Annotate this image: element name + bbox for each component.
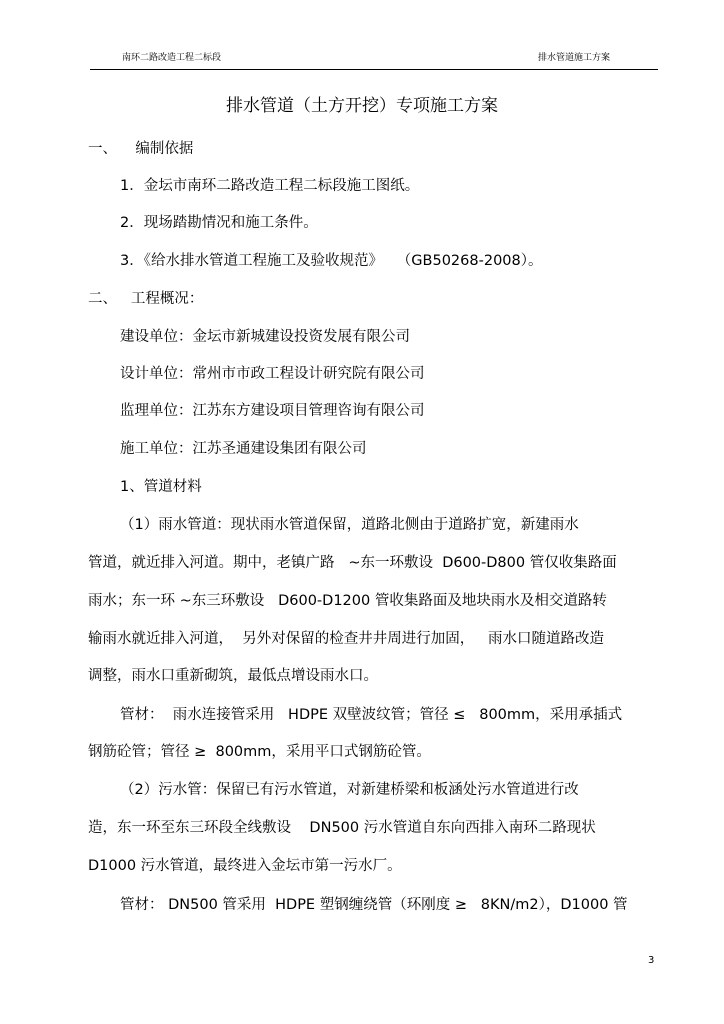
rain-paragraph-line: （1）雨水管道：现状雨水管道保留，道路北侧由于道路扩宽，新建雨水: [120, 517, 579, 533]
rain-paragraph-line: 管道，就近排入河道。期中，老镇广路 ~东一环敷设 D600-D800 管仅收集路面: [88, 555, 617, 571]
rain-material-line: 管材： 雨水连接管采用 HDPE 双壁波纹管；管径 ≤ 800mm，采用承插式: [120, 707, 623, 723]
designer-unit: 设计单位：常州市市政工程设计研究院有限公司: [120, 366, 425, 382]
basis-item-2: 2．现场踏勘情况和施工条件。: [120, 215, 318, 231]
basis-item-1: 1．金坛市南环二路改造工程二标段施工图纸。: [120, 178, 420, 194]
basis-item-3: 3．《给水排水管道工程施工及验收规范》 （GB50268-2008）。: [120, 253, 543, 269]
sewer-paragraph-line: （2）污水管：保留已有污水管道，对新建桥梁和板涵处污水管道进行改: [120, 782, 579, 798]
supervisor-unit: 监理单位：江苏东方建设项目管理咨询有限公司: [120, 403, 425, 419]
rain-paragraph-line: 调整，雨水口重新砌筑，最低点增设雨水口。: [88, 668, 378, 684]
sewer-paragraph-line: 造，东一环至东三环段全线敷设 DN500 污水管道自东向西排入南环二路现状: [88, 820, 596, 836]
section-2-heading: 二、 工程概况：: [88, 291, 204, 307]
header-divider: [90, 69, 658, 70]
header-document-name: 排水管道施工方案: [537, 53, 610, 63]
page-number: 3: [648, 955, 655, 966]
document-title: 排水管道（土方开挖）专项施工方案: [226, 96, 498, 116]
rain-material-line: 钢筋砼管；管径 ≥ 800mm，采用平口式钢筋砼管。: [88, 744, 431, 760]
sewer-paragraph-line: D1000 污水管道，最终进入金坛市第一污水厂。: [88, 858, 402, 874]
rain-paragraph-line: 雨水；东一环 ~东三环敷设 D600-D1200 管收集路面及地块雨水及相交道路转: [88, 593, 607, 609]
sewer-material-line: 管材： DN500 管采用 HDPE 塑钢缠绕管（环刚度 ≥ 8KN/m2），D1000 管: [120, 897, 628, 913]
header-project-name: 南环二路改造工程二标段: [122, 53, 222, 63]
materials-heading: 1、管道材料: [120, 479, 202, 495]
constructor-unit: 施工单位：江苏圣通建设集团有限公司: [120, 441, 367, 457]
builder-unit: 建设单位：金坛市新城建设投资发展有限公司: [120, 329, 410, 345]
section-1-heading: 一、 编制依据: [88, 141, 194, 157]
rain-paragraph-line: 输雨水就近排入河道， 另外对保留的检查井井周进行加固， 雨水口随道路改造: [88, 631, 605, 647]
